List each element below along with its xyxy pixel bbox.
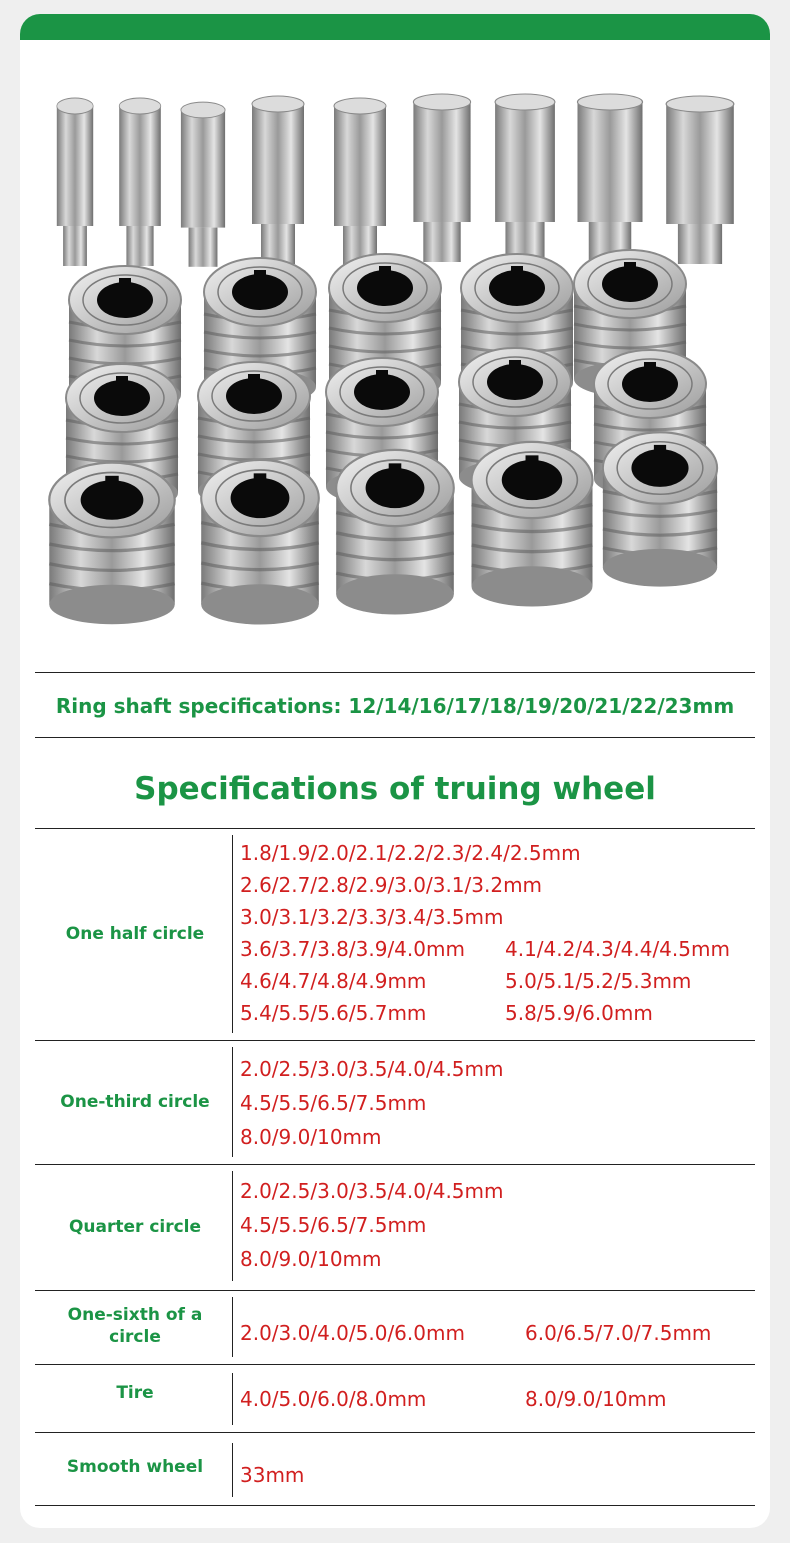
column-divider xyxy=(232,1047,233,1157)
spec-value: 5.4/5.5/5.6/5.7mm xyxy=(240,1001,427,1025)
shafts-group xyxy=(57,94,734,267)
row-label: Quarter circle xyxy=(68,1217,202,1237)
spec-value: 2.0/2.5/3.0/3.5/4.0/4.5mm xyxy=(240,1179,504,1203)
spec-value: 2.6/2.7/2.8/2.9/3.0/3.1/3.2mm xyxy=(240,873,543,897)
row-label: One-third circle xyxy=(60,1092,210,1112)
spec-value: 4.1/4.2/4.3/4.4/4.5mm xyxy=(505,937,730,961)
column-divider xyxy=(232,1443,233,1497)
spec-value: 6.0/6.5/7.0/7.5mm xyxy=(525,1321,712,1345)
row-label: Smooth wheel xyxy=(66,1457,204,1477)
spec-row-sixth-circle xyxy=(35,1291,755,1363)
divider xyxy=(35,672,755,673)
spec-row-smooth-wheel xyxy=(35,1433,755,1505)
spec-value: 4.0/5.0/6.0/8.0mm xyxy=(240,1387,427,1411)
row-label: One half circle xyxy=(65,924,205,944)
spec-value: 8.0/9.0/10mm xyxy=(240,1125,382,1149)
section-title: Specifications of truing wheel xyxy=(134,771,656,807)
spec-value: 8.0/9.0/10mm xyxy=(525,1387,667,1411)
spec-card xyxy=(20,14,770,1528)
spec-value: 3.6/3.7/3.8/3.9/4.0mm xyxy=(240,937,465,961)
column-divider xyxy=(232,1297,233,1357)
spec-value: 4.6/4.7/4.8/4.9mm xyxy=(240,969,427,993)
divider xyxy=(35,1505,755,1506)
spec-value: 4.5/5.5/6.5/7.5mm xyxy=(240,1213,427,1237)
spec-row-third-circle xyxy=(35,1041,755,1163)
spec-value: 8.0/9.0/10mm xyxy=(240,1247,382,1271)
ring-shaft-spec: Ring shaft specifications: 12/14/16/17/18/19/20/21/22/23mm xyxy=(55,694,735,718)
spec-value: 4.5/5.5/6.5/7.5mm xyxy=(240,1091,427,1115)
divider xyxy=(35,737,755,738)
spec-value: 1.8/1.9/2.0/2.1/2.2/2.3/2.4/2.5mm xyxy=(240,841,581,865)
spec-value: 3.0/3.1/3.2/3.3/3.4/3.5mm xyxy=(240,905,504,929)
column-divider xyxy=(232,835,233,1033)
product-photo xyxy=(20,40,770,670)
column-divider xyxy=(232,1373,233,1425)
wheels-group xyxy=(49,250,717,625)
spec-row-tire xyxy=(35,1365,755,1431)
spec-value: 5.8/5.9/6.0mm xyxy=(505,1001,653,1025)
row-label: One-sixth of a circle xyxy=(67,1305,203,1347)
spec-row-half-circle xyxy=(35,829,755,1039)
column-divider xyxy=(232,1171,233,1281)
spec-value: 2.0/2.5/3.0/3.5/4.0/4.5mm xyxy=(240,1057,504,1081)
row-label: Tire xyxy=(116,1383,154,1403)
spec-value: 2.0/3.0/4.0/5.0/6.0mm xyxy=(240,1321,465,1345)
spec-row-quarter-circle xyxy=(35,1165,755,1289)
spec-value: 5.0/5.1/5.2/5.3mm xyxy=(505,969,692,993)
header-bar xyxy=(20,14,770,40)
spec-value: 33mm xyxy=(240,1463,305,1487)
